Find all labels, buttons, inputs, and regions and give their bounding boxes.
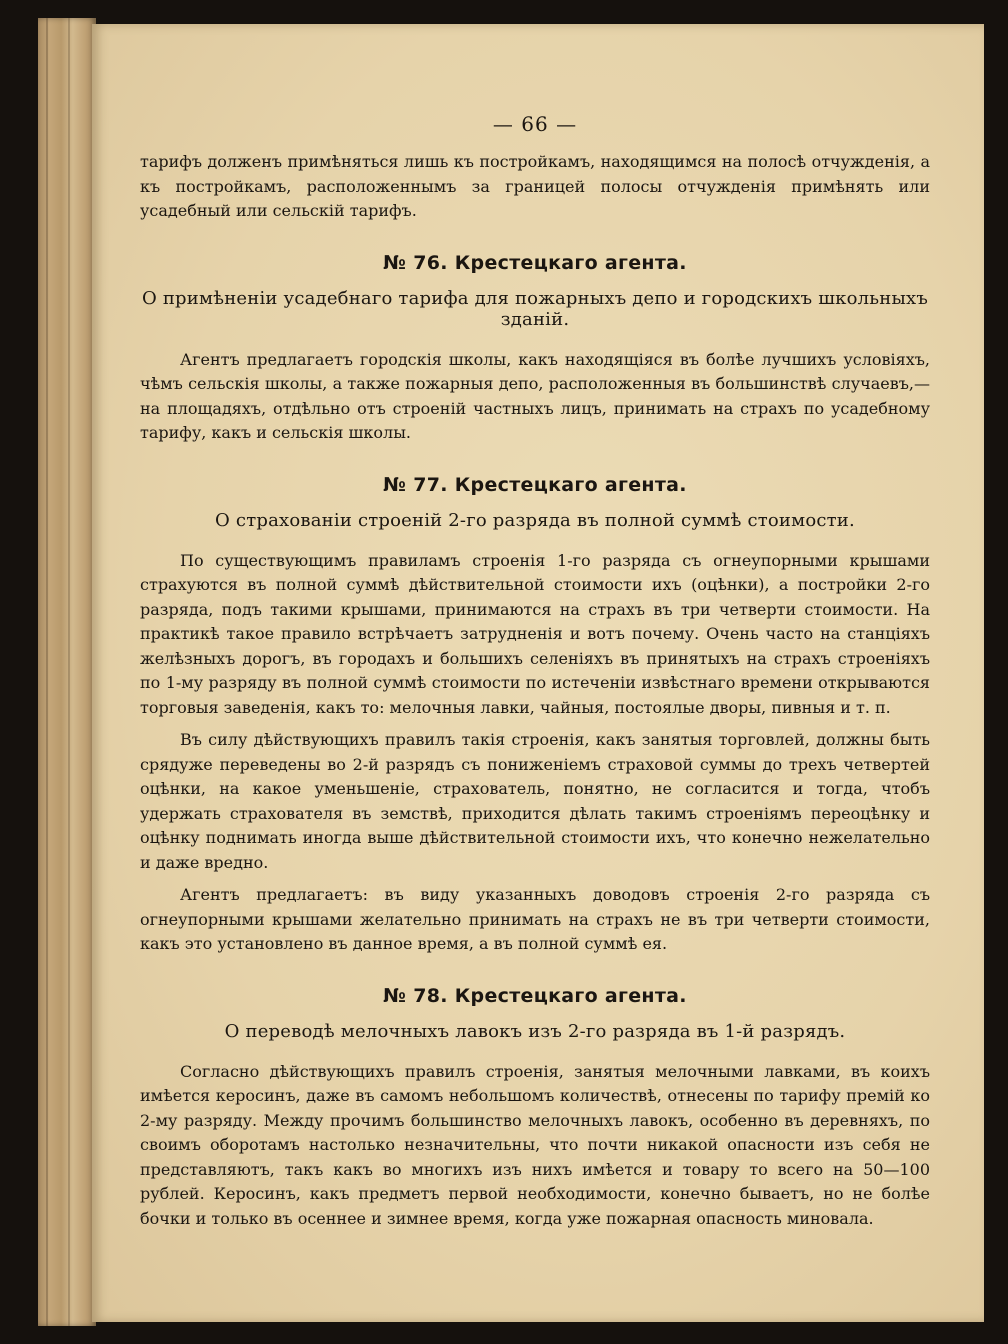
- section-78-paragraph: Согласно дѣйствующихъ правилъ строенія, занятыя мелочными лавками, въ коихъ имѣется керосинъ, даже въ самомъ небольшомъ количествѣ, отнесены по тарифу премій ко 2-му разряду. Между прочимъ большинство мелочныхъ лавокъ, особенно въ деревняхъ, по своимъ оборотамъ настолько незначительны, что почти никакой опасности изъ себя не представляютъ, такъ какъ во многихъ изъ нихъ имѣется и товару то всего на 50—100 рублей. Керосинъ, какъ предметъ первой необходимости, конечно бываетъ, но не болѣе бочки и только въ осеннее и зимнее время, когда уже пожарная опасность миновала.: [140, 1061, 930, 1228]
- section-76-paragraph: Агентъ предлагаетъ городскія школы, какъ находящіяся въ болѣе лучшихъ условіяхъ, чѣмъ сельскія школы, а также пожарныя депо, расположенныя въ большинствѣ случаевъ,—на площадяхъ, отдѣльно отъ строеній частныхъ лицъ, принимать на страхъ по усадебному тарифу, какъ и сельскія школы.: [140, 349, 930, 442]
- page-number: — 66 —: [492, 112, 578, 136]
- section-77-title: № 77. Крестецкаго агента.: [383, 473, 687, 496]
- section-78-title: № 78. Крестецкаго агента.: [383, 984, 687, 1007]
- book-binding: [38, 18, 96, 1326]
- section-77-paragraph-1: По существующимъ правиламъ строенія 1-го разряда съ огнеупорными крышами страхуются въ полной суммѣ дѣйствительной стоимости ихъ (оцѣнки), а постройки 2-го разряда, подъ такими крышами, принимаются на страхъ въ три четверти стоимости. На практикѣ такое правило встрѣчаетъ затрудненія и вотъ почему. Очень часто на станціяхъ желѣзныхъ дорогъ, въ городахъ и большихъ селеніяхъ въ принятыхъ на страхъ строеніяхъ по 1-му разряду въ полной суммѣ стоимости по истеченіи извѣстнаго времени открываются торговыя заведенія, какъ то: мелочныя лавки, чайныя, постоялые дворы, пивныя и т. п.: [140, 550, 930, 717]
- section-77-paragraph-3: Агентъ предлагаетъ: въ виду указанныхъ доводовъ строенія 2-го разряда съ огнеупорными крышами желательно принимать на страхъ не въ три четверти стоимости, какъ это установлено въ данное время, а въ полной суммѣ ея.: [140, 885, 930, 953]
- intro-paragraph: тарифъ долженъ примѣняться лишь къ постройкамъ, находящимся на полосѣ отчужденія, а къ постройкамъ, расположеннымъ за границей полосы отчужденія примѣнять или усадебный или сельскій тарифъ.: [140, 152, 930, 220]
- section-78-subtitle: О переводѣ мелочныхъ лавокъ изъ 2-го разряда въ 1-й разрядъ.: [224, 1020, 846, 1042]
- section-77-paragraph-2: Въ силу дѣйствующихъ правилъ такія строенія, какъ занятыя торговлей, должны быть срядуже переведены во 2-й разрядъ съ пониженіемъ страховой суммы до трехъ четвертей оцѣнки, на какое уменьшеніе, страхователь, понятно, не согласится и тогда, чтобъ удержать страхователя въ земствѣ, приходится дѣлать такимъ строеніямъ переоцѣнку и оцѣнку поднимать иногда выше дѣйствительной стоимости ихъ, что конечно нежелательно и даже вредно.: [140, 730, 930, 872]
- section-76-title: № 76. Крестецкаго агента.: [383, 251, 687, 274]
- section-77-subtitle: О страхованіи строеній 2-го разряда въ полной суммѣ стоимости.: [215, 509, 855, 531]
- section-76-subtitle: О примѣненіи усадебнаго тарифа для пожарныхъ депо и городскихъ школьныхъ зданій.: [141, 287, 929, 330]
- paper-page: [92, 24, 984, 1322]
- page-text-block: [140, 112, 930, 1231]
